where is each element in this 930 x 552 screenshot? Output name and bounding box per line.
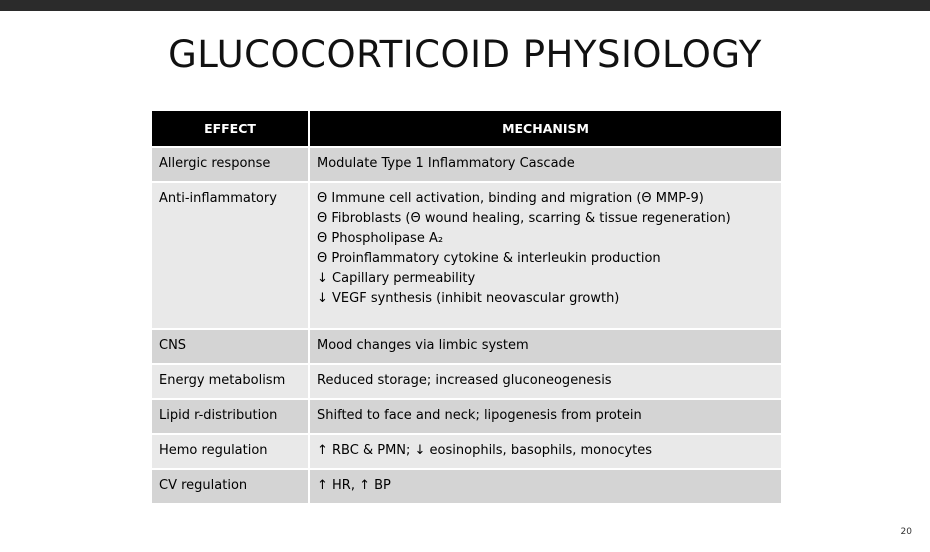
effect-cell: Allergic response: [152, 147, 309, 182]
mechanism-cell: [309, 329, 781, 364]
mechanism-line: Reduced storage; increased gluconeogenesis: [317, 373, 612, 388]
mechanism-cell: [309, 399, 781, 434]
top-bar: [0, 0, 930, 11]
mechanism-cell: [309, 469, 781, 503]
table-row: [152, 434, 781, 469]
mechanism-line: ↓ Capillary permeability: [317, 271, 476, 286]
mechanism-line: Θ Phospholipase A₂: [317, 231, 444, 246]
header-mechanism: MECHANISM: [309, 111, 781, 147]
effect-cell: CV regulation: [152, 469, 309, 503]
mechanism-line: Θ Immune cell activation, binding and migration (Θ MMP-9): [317, 191, 704, 206]
mechanism-line: Shifted to face and neck; lipogenesis from protein: [317, 408, 642, 423]
table-header-row: [152, 111, 781, 147]
table-row: [152, 364, 781, 399]
mechanism-line: Θ Proinflammatory cytokine & interleukin production: [317, 251, 661, 266]
slide-title: GLUCOCORTICOID PHYSIOLOGY: [168, 33, 762, 76]
mechanism-cell: [309, 434, 781, 469]
table-row: [152, 329, 781, 364]
mechanism-line: ↓ VEGF synthesis (inhibit neovascular growth): [317, 291, 620, 306]
table-row: [152, 399, 781, 434]
mechanism-cell: [309, 364, 781, 399]
physiology-table: [152, 111, 781, 503]
effect-cell: CNS: [152, 329, 309, 364]
mechanism-line: ↑ RBC & PMN; ↓ eosinophils, basophils, monocytes: [317, 443, 653, 458]
header-effect: EFFECT: [152, 111, 309, 147]
mechanism-line: Mood changes via limbic system: [317, 338, 529, 353]
mechanism-line: Modulate Type 1 Inflammatory Cascade: [317, 156, 575, 171]
table-row: [152, 469, 781, 503]
page-number: 20: [900, 527, 912, 537]
mechanism-line: ↑ HR, ↑ BP: [317, 478, 391, 493]
effect-cell: Anti-inflammatory: [152, 182, 309, 329]
table-row: [152, 182, 781, 329]
effect-cell: Lipid r-distribution: [152, 399, 309, 434]
mechanism-line: Θ Fibroblasts (Θ wound healing, scarring & tissue regeneration): [317, 211, 731, 226]
mechanism-cell: [309, 147, 781, 182]
effect-cell: Energy metabolism: [152, 364, 309, 399]
table-row: [152, 147, 781, 182]
mechanism-cell: [309, 182, 781, 329]
effect-cell: Hemo regulation: [152, 434, 309, 469]
